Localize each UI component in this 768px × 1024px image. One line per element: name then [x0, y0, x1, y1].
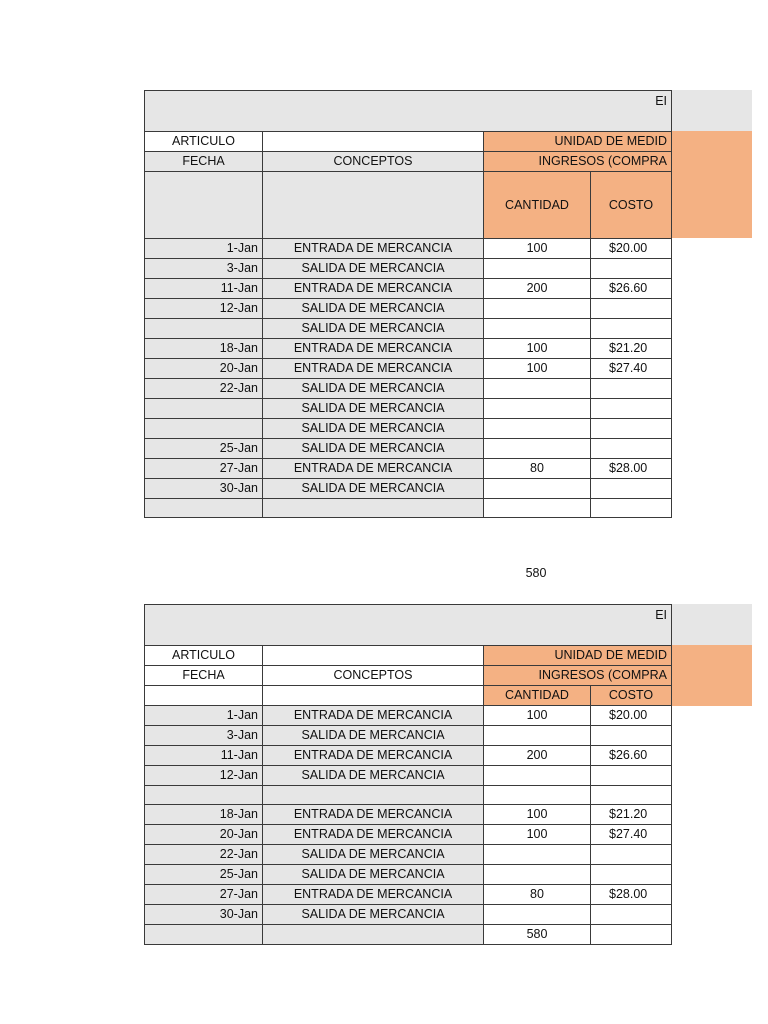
articulo-label: ARTICULO	[145, 132, 263, 152]
row-fecha: 18-Jan	[145, 805, 263, 825]
row-fecha	[145, 419, 263, 439]
row-fecha	[145, 319, 263, 339]
row-fecha	[145, 399, 263, 419]
row-concepto: ENTRADA DE MERCANCIA	[263, 279, 484, 299]
table-row	[145, 726, 672, 746]
row-fecha: 22-Jan	[145, 845, 263, 865]
row-cantidad	[484, 499, 591, 518]
table-row	[145, 706, 672, 726]
table-row	[145, 339, 672, 359]
table-row	[145, 459, 672, 479]
blank-header-cell	[263, 172, 484, 239]
total-cantidad: 580	[525, 566, 547, 580]
row-cantidad: 80	[484, 459, 591, 479]
table-row	[145, 499, 672, 518]
row-costo: $27.40	[591, 359, 672, 379]
table-row	[145, 399, 672, 419]
row-concepto	[263, 499, 484, 518]
row-fecha: 11-Jan	[145, 279, 263, 299]
row-cantidad	[484, 766, 591, 786]
row-costo: $28.00	[591, 885, 672, 905]
table-row	[145, 746, 672, 766]
conceptos-label: CONCEPTOS	[263, 152, 484, 172]
row-concepto: ENTRADA DE MERCANCIA	[263, 359, 484, 379]
header-title	[145, 605, 672, 646]
row-concepto: SALIDA DE MERCANCIA	[263, 865, 484, 885]
header-title-text: EI	[655, 94, 667, 108]
row-cantidad: 100	[484, 339, 591, 359]
row-fecha: 1-Jan	[145, 706, 263, 726]
row-cantidad	[484, 726, 591, 746]
row-fecha: 30-Jan	[145, 905, 263, 925]
row-fecha: 27-Jan	[145, 885, 263, 905]
row-fecha: 12-Jan	[145, 766, 263, 786]
row-concepto: SALIDA DE MERCANCIA	[263, 399, 484, 419]
row-cantidad	[484, 419, 591, 439]
row-concepto	[263, 786, 484, 805]
table-row	[145, 359, 672, 379]
table-row	[145, 885, 672, 905]
row-concepto: ENTRADA DE MERCANCIA	[263, 825, 484, 845]
row-fecha: 3-Jan	[145, 726, 263, 746]
row-concepto: SALIDA DE MERCANCIA	[263, 439, 484, 459]
row-costo	[591, 845, 672, 865]
row-costo	[591, 726, 672, 746]
row-concepto: ENTRADA DE MERCANCIA	[263, 459, 484, 479]
row-concepto: ENTRADA DE MERCANCIA	[263, 885, 484, 905]
row-fecha: 11-Jan	[145, 746, 263, 766]
total-cantidad-cell: 580	[484, 925, 591, 945]
row-costo: $20.00	[591, 706, 672, 726]
table-row	[145, 805, 672, 825]
cantidad-label: CANTIDAD	[484, 172, 591, 239]
row-fecha: 20-Jan	[145, 359, 263, 379]
row-costo	[591, 379, 672, 399]
row-costo: $21.20	[591, 339, 672, 359]
blank-header-cell	[145, 172, 263, 239]
table-body	[145, 706, 672, 925]
row-costo: $26.60	[591, 279, 672, 299]
row-cantidad	[484, 399, 591, 419]
table-row	[145, 379, 672, 399]
row-fecha: 20-Jan	[145, 825, 263, 845]
row-cantidad	[484, 479, 591, 499]
table-row	[145, 786, 672, 805]
conceptos-label: CONCEPTOS	[263, 666, 484, 686]
total-row-concepto	[263, 925, 484, 945]
row-fecha: 30-Jan	[145, 479, 263, 499]
row-cantidad	[484, 439, 591, 459]
row-costo	[591, 479, 672, 499]
table-body	[145, 239, 672, 518]
row-fecha	[145, 786, 263, 805]
row-cantidad: 100	[484, 706, 591, 726]
table-row	[145, 865, 672, 885]
ingresos-label: INGRESOS (COMPRA	[484, 152, 672, 172]
costo-label: COSTO	[591, 172, 672, 239]
table-row	[145, 239, 672, 259]
ledger-table-2	[144, 604, 752, 945]
unidad-label: UNIDAD DE MEDID	[484, 132, 672, 152]
ingresos-label: INGRESOS (COMPRA	[484, 666, 672, 686]
table-row	[145, 905, 672, 925]
row-concepto: SALIDA DE MERCANCIA	[263, 419, 484, 439]
articulo-value	[263, 132, 484, 152]
row-fecha: 27-Jan	[145, 459, 263, 479]
row-fecha: 22-Jan	[145, 379, 263, 399]
row-cantidad	[484, 299, 591, 319]
total-costo-cell	[591, 925, 672, 945]
row-cantidad: 100	[484, 825, 591, 845]
row-cantidad: 200	[484, 279, 591, 299]
row-cantidad	[484, 319, 591, 339]
row-cantidad: 80	[484, 885, 591, 905]
row-concepto: SALIDA DE MERCANCIA	[263, 259, 484, 279]
row-cantidad	[484, 259, 591, 279]
fecha-label: FECHA	[145, 152, 263, 172]
row-cantidad: 100	[484, 805, 591, 825]
row-costo	[591, 766, 672, 786]
row-costo	[591, 786, 672, 805]
row-concepto: SALIDA DE MERCANCIA	[263, 319, 484, 339]
row-costo: $27.40	[591, 825, 672, 845]
row-concepto: SALIDA DE MERCANCIA	[263, 299, 484, 319]
row-cantidad	[484, 905, 591, 925]
row-costo: $20.00	[591, 239, 672, 259]
row-fecha: 3-Jan	[145, 259, 263, 279]
row-cantidad	[484, 845, 591, 865]
row-costo	[591, 319, 672, 339]
table-row	[145, 319, 672, 339]
row-costo	[591, 439, 672, 459]
row-concepto: ENTRADA DE MERCANCIA	[263, 746, 484, 766]
row-fecha: 25-Jan	[145, 865, 263, 885]
row-concepto: SALIDA DE MERCANCIA	[263, 726, 484, 746]
row-fecha: 25-Jan	[145, 439, 263, 459]
blank-header-cell	[263, 686, 484, 706]
row-concepto: SALIDA DE MERCANCIA	[263, 905, 484, 925]
row-costo: $21.20	[591, 805, 672, 825]
row-cantidad: 100	[484, 359, 591, 379]
row-cantidad	[484, 865, 591, 885]
row-costo	[591, 259, 672, 279]
ledger-table-1	[144, 90, 752, 518]
table-row	[145, 439, 672, 459]
row-fecha: 1-Jan	[145, 239, 263, 259]
row-costo: $28.00	[591, 459, 672, 479]
row-fecha: 12-Jan	[145, 299, 263, 319]
table-row	[145, 845, 672, 865]
row-costo	[591, 905, 672, 925]
header-title-text: EI	[655, 608, 667, 622]
row-concepto: SALIDA DE MERCANCIA	[263, 845, 484, 865]
row-cantidad: 200	[484, 746, 591, 766]
row-concepto: ENTRADA DE MERCANCIA	[263, 239, 484, 259]
row-concepto: SALIDA DE MERCANCIA	[263, 766, 484, 786]
row-concepto: ENTRADA DE MERCANCIA	[263, 805, 484, 825]
table-row	[145, 419, 672, 439]
row-costo	[591, 399, 672, 419]
table-row	[145, 259, 672, 279]
row-concepto: ENTRADA DE MERCANCIA	[263, 706, 484, 726]
row-fecha	[145, 499, 263, 518]
unidad-label: UNIDAD DE MEDID	[484, 646, 672, 666]
table-row	[145, 479, 672, 499]
costo-label: COSTO	[591, 686, 672, 706]
total-row-fecha	[145, 925, 263, 945]
cantidad-label: CANTIDAD	[484, 686, 591, 706]
articulo-value	[263, 646, 484, 666]
row-cantidad	[484, 379, 591, 399]
row-costo	[591, 419, 672, 439]
table-row	[145, 299, 672, 319]
row-fecha: 18-Jan	[145, 339, 263, 359]
row-concepto: SALIDA DE MERCANCIA	[263, 379, 484, 399]
articulo-label: ARTICULO	[145, 646, 263, 666]
row-costo	[591, 299, 672, 319]
row-concepto: ENTRADA DE MERCANCIA	[263, 339, 484, 359]
header-title	[145, 91, 672, 132]
table-row	[145, 279, 672, 299]
row-cantidad	[484, 786, 591, 805]
table-row	[145, 825, 672, 845]
row-costo	[591, 499, 672, 518]
row-costo	[591, 865, 672, 885]
fecha-label: FECHA	[145, 666, 263, 686]
blank-header-cell	[145, 686, 263, 706]
table-row	[145, 766, 672, 786]
row-concepto: SALIDA DE MERCANCIA	[263, 479, 484, 499]
row-costo: $26.60	[591, 746, 672, 766]
row-cantidad: 100	[484, 239, 591, 259]
